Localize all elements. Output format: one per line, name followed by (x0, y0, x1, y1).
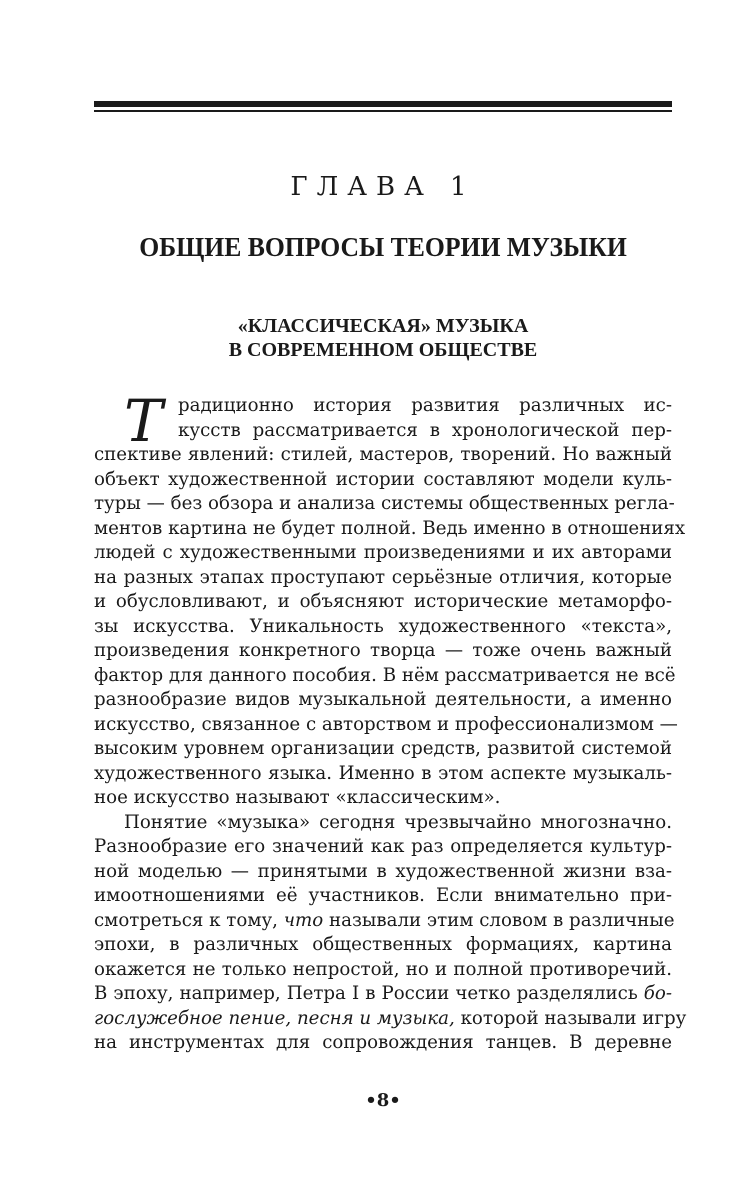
text-line: объект художественной истории составляют модели куль- (94, 468, 672, 490)
text-line (94, 982, 672, 1007)
text-line: Разнообразие его значений как раз определяется культур- (94, 836, 672, 857)
text-line: ной моделью — принятыми в художественной жизни вза- (94, 860, 672, 882)
page-number: •8• (365, 1090, 401, 1111)
italic-word: что (283, 909, 324, 931)
text-line: ментов картина не будет полной. Ведь именно в отношениях (94, 517, 686, 539)
italic-phrase: гослужебное пение, песня и музыка, (94, 1007, 455, 1029)
text-line: окажется не только непростой, но и полной противоречий. (94, 958, 672, 980)
paragraph-2 (94, 811, 687, 1056)
italic-word: бо- (643, 983, 672, 1004)
body-text (94, 387, 687, 1056)
text-line: ное искусство называют «классическим». (94, 787, 501, 808)
text-line (94, 1007, 687, 1032)
text-line: спективе явлений: стилей, мастеров, творений. Но важный (94, 444, 672, 465)
header-rule-thick (94, 101, 672, 107)
text-line: людей с художественными произведениями и их авторами (94, 542, 672, 563)
text-line: искусство, связанное с авторством и профессионализмом — (94, 713, 678, 735)
text-line: художественного языка. Именно в этом аспекте музыкаль- (94, 762, 672, 784)
text-line: на разных этапах проступают серьёзные отличия, которые (94, 566, 672, 588)
text-line: эпохи, в различных общественных формациях, картина (94, 934, 672, 955)
section-title-line-2: В СОВРЕМЕННОМ ОБЩЕСТВЕ (228, 339, 538, 361)
drop-cap: Т (124, 387, 163, 455)
text-segment: смотреться к тому, (94, 909, 284, 931)
text-segment: В эпоху, например, Петра I в России четко разделялись (94, 983, 644, 1004)
text-line: имоотношениями её участников. Если внимательно при- (94, 885, 672, 906)
text-line: и обусловливают, и объясняют исторические метаморфо- (94, 591, 672, 612)
text-line: кусств рассматривается в хронологической пер- (178, 419, 672, 441)
chapter-label: ГЛАВА 1 (290, 172, 476, 202)
text-line: произведения конкретного творца — тоже очень важный (94, 640, 672, 661)
text-line: туры — без обзора и анализа системы общественных регла- (94, 493, 675, 514)
text-segment: которой называли игру (454, 1007, 687, 1029)
paragraph-1 (94, 387, 686, 811)
section-title (94, 314, 672, 362)
text-segment: называли этим словом в различные (323, 909, 675, 931)
text-line: зы искусства. Уникальность художественного «текста», (94, 615, 672, 637)
text-line: Понятие «музыка» сегодня чрезвычайно многозначно. (124, 811, 672, 833)
text-line: разнообразие видов музыкальной деятельности, а именно (94, 689, 672, 710)
chapter-title: ОБЩИЕ ВОПРОСЫ ТЕОРИИ МУЗЫКИ (139, 232, 627, 262)
text-line: радиционно история развития различных ис- (178, 395, 672, 416)
text-line: фактор для данного пособия. В нём рассматривается не всё (94, 664, 676, 686)
text-line (94, 909, 675, 934)
header-rule-thin (94, 110, 672, 112)
text-line: на инструментах для сопровождения танцев. В деревне (94, 1032, 672, 1053)
text-line: высоким уровнем организации средств, развитой системой (94, 738, 672, 759)
section-title-line-1: «КЛАССИЧЕСКАЯ» МУЗЫКА (237, 315, 529, 337)
